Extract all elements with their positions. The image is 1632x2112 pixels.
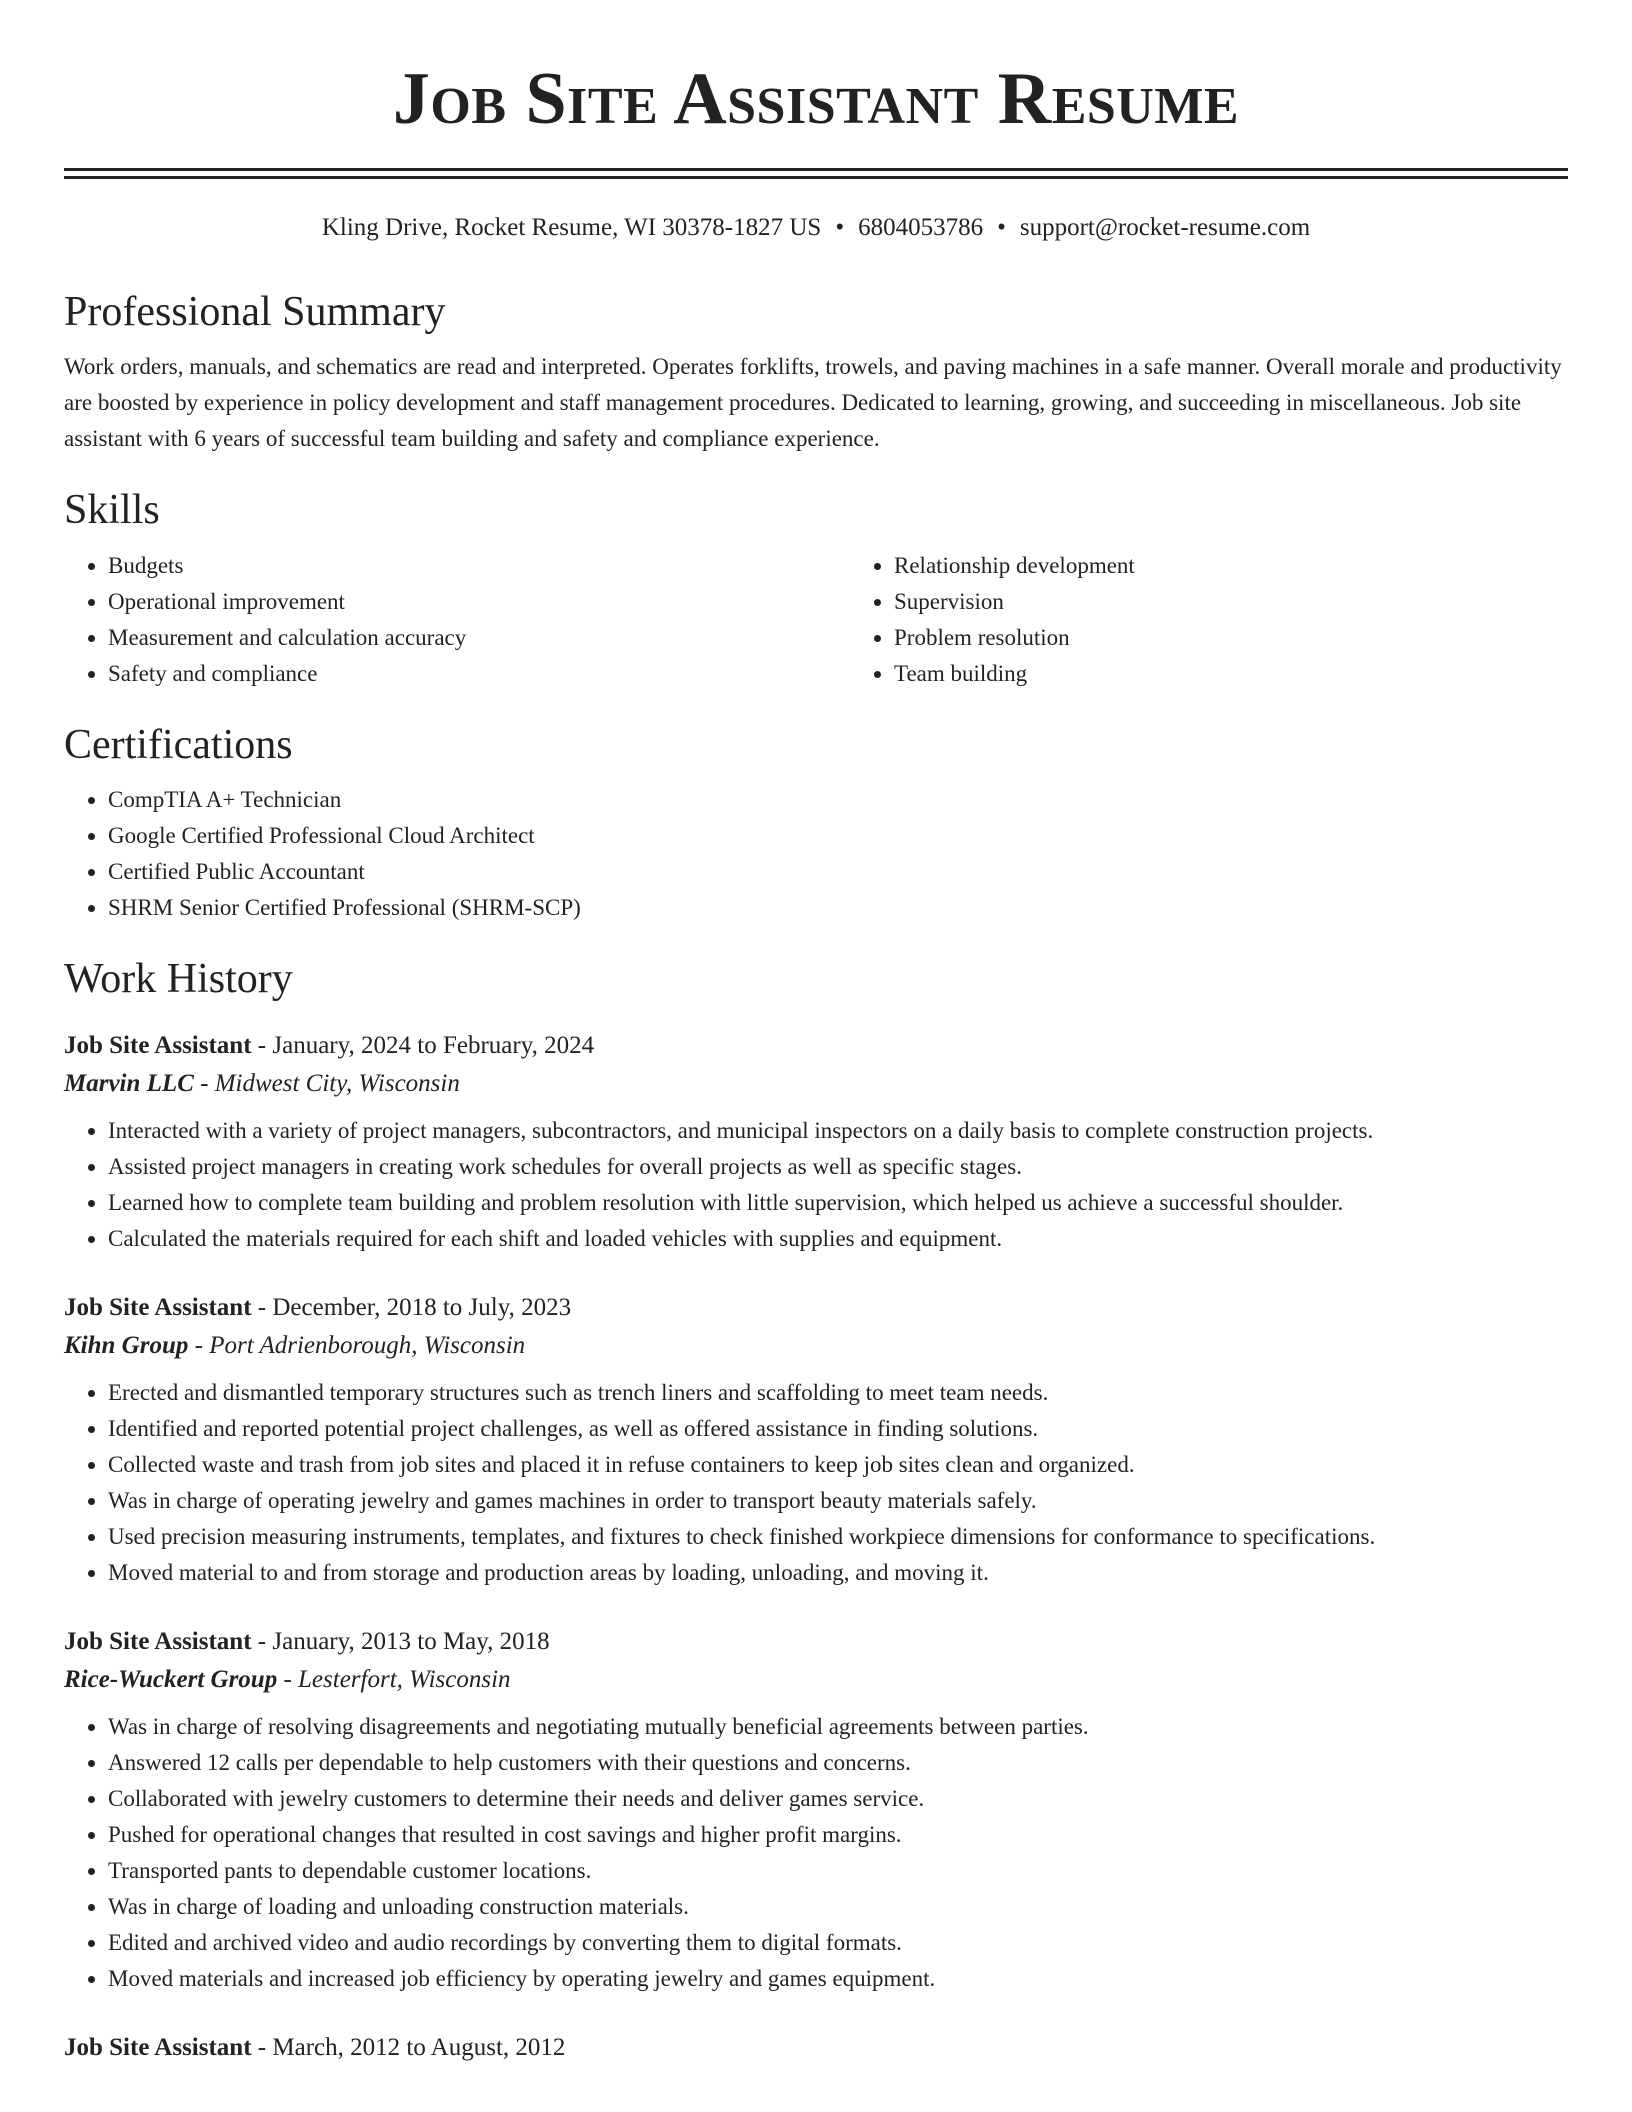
summary-section	[64, 287, 1568, 457]
skills-section	[64, 485, 1568, 691]
job-duties-list	[64, 1375, 1568, 1591]
job-title-line	[64, 2029, 1568, 2067]
skill-item: • Safety and compliance	[108, 656, 850, 692]
work-history-section	[64, 954, 1568, 2066]
title-divider	[64, 168, 1568, 179]
skill-item: • Supervision	[894, 584, 1135, 620]
summary-heading: Professional Summary	[64, 289, 446, 335]
skill-item: • Team building	[894, 656, 1135, 692]
skill-item: • Budgets	[108, 548, 850, 584]
company-name: Kihn Group	[64, 1331, 189, 1359]
work-history-heading: Work History	[64, 956, 293, 1003]
certifications-heading: Certifications	[64, 721, 293, 768]
contact-phone: 6804053786	[858, 214, 984, 241]
job-entry	[64, 1623, 1568, 1997]
job-title-line	[64, 1289, 1568, 1327]
job-duty: • Answered 12 calls per dependable to help customers with their questions and concerns.	[108, 1745, 1568, 1781]
job-duty: • Pushed for operational changes that resulted in cost savings and higher profit margins.	[108, 1817, 1568, 1853]
job-dates: - March, 2012 to August, 2012	[251, 2033, 566, 2061]
certifications-section	[64, 720, 1568, 926]
skills-heading: Skills	[64, 487, 160, 534]
skills-grid	[64, 548, 1568, 692]
job-duty: • Calculated the materials required for each shift and loaded vehicles with supplies and equipment.	[108, 1221, 1568, 1257]
page-title: Job Site Assistant Resume	[392, 58, 1240, 140]
skills-list-left	[64, 548, 850, 692]
job-title: Job Site Assistant	[64, 1293, 252, 1321]
job-duty: • Moved material to and from storage and production areas by loading, unloading, and moving it.	[108, 1555, 1568, 1591]
company-line	[64, 1065, 1568, 1103]
company-location: - Lesterfort, Wisconsin	[277, 1665, 511, 1693]
company-name: Marvin LLC	[64, 1069, 194, 1097]
contact-address: Kling Drive, Rocket Resume, WI 30378-1827 US	[321, 214, 822, 241]
skill-item: • Relationship development	[894, 548, 1135, 584]
job-duty: • Assisted project managers in creating work schedules for overall projects as well as specific stages.	[108, 1149, 1568, 1185]
skills-list-right	[850, 548, 1135, 692]
certification-item: • SHRM Senior Certified Professional (SHRM-SCP)	[108, 890, 1568, 926]
job-duty: • Used precision measuring instruments, templates, and fixtures to check finished workpiece dimensions for conformance to specifications.	[108, 1519, 1568, 1555]
job-duty: • Moved materials and increased job efficiency by operating jewelry and games equipment.	[108, 1961, 1568, 1997]
job-duty: • Interacted with a variety of project managers, subcontractors, and municipal inspectors on a daily basis to complete construction projects.	[108, 1113, 1568, 1149]
certifications-list	[64, 782, 1568, 926]
job-duty: • Learned how to complete team building and problem resolution with little supervision, which helped us achieve a successful shoulder.	[108, 1185, 1568, 1221]
job-duties-list	[64, 1709, 1568, 1997]
job-title: Job Site Assistant	[64, 2033, 252, 2061]
company-line	[64, 1661, 1568, 1699]
job-duty: • Was in charge of resolving disagreements and negotiating mutually beneficial agreements between parties.	[108, 1709, 1568, 1745]
company-name: Rice-Wuckert Group	[64, 1665, 278, 1693]
company-line	[64, 1327, 1568, 1365]
contact-separator: •	[997, 214, 1006, 241]
certification-item: • Certified Public Accountant	[108, 854, 1568, 890]
job-duty: • Edited and archived video and audio recordings by converting them to digital formats.	[108, 1925, 1568, 1961]
job-dates: - December, 2018 to July, 2023	[251, 1293, 572, 1321]
job-title-line	[64, 1623, 1568, 1661]
job-dates: - January, 2024 to February, 2024	[251, 1031, 595, 1059]
contact-line	[64, 213, 1568, 243]
job-duty: • Collaborated with jewelry customers to determine their needs and deliver games service.	[108, 1781, 1568, 1817]
skill-item: • Measurement and calculation accuracy	[108, 620, 850, 656]
skill-item: • Problem resolution	[894, 620, 1135, 656]
contact-separator: •	[835, 214, 845, 241]
company-location: - Port Adrienborough, Wisconsin	[188, 1331, 526, 1359]
job-entry	[64, 2029, 1568, 2067]
job-duty: • Erected and dismantled temporary structures such as trench liners and scaffolding to meet team needs.	[108, 1375, 1568, 1411]
job-duty: • Was in charge of loading and unloading construction materials.	[108, 1889, 1568, 1925]
summary-text: Work orders, manuals, and schematics are read and interpreted. Operates forklifts, trowels, and paving machines in a safe manner. Overall morale and productivity are boosted by experience in policy development and staff management procedures. Dedicated to learning, growing, and succeeding in miscellaneous. Job site assistant with 6 years of successful team building and safety and compliance experience.	[64, 354, 1562, 452]
job-duty: • Transported pants to dependable customer locations.	[108, 1853, 1568, 1889]
contact-email: support@rocket-resume.com	[1019, 214, 1311, 241]
job-duties-list	[64, 1113, 1568, 1257]
certification-item: • Google Certified Professional Cloud Architect	[108, 818, 1568, 854]
job-duty: • Identified and reported potential project challenges, as well as offered assistance in finding solutions.	[108, 1411, 1568, 1447]
job-entry	[64, 1027, 1568, 1257]
job-dates: - January, 2013 to May, 2018	[251, 1627, 550, 1655]
skill-item: • Operational improvement	[108, 584, 850, 620]
job-duty: • Was in charge of operating jewelry and games machines in order to transport beauty materials safely.	[108, 1483, 1568, 1519]
job-title: Job Site Assistant	[64, 1627, 252, 1655]
certification-item: • CompTIA A+ Technician	[108, 782, 1568, 818]
job-duty: • Collected waste and trash from job sites and placed it in refuse containers to keep job sites clean and organized.	[108, 1447, 1568, 1483]
job-title-line	[64, 1027, 1568, 1065]
job-title: Job Site Assistant	[64, 1031, 252, 1059]
company-location: - Midwest City, Wisconsin	[193, 1069, 460, 1097]
job-entry	[64, 1289, 1568, 1591]
